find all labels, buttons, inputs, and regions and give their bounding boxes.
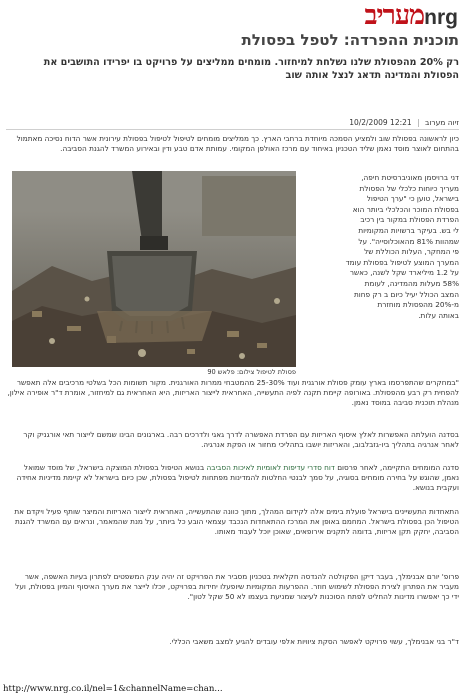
logo-maariv-text: מעריב [364,0,425,30]
column-line: הפרדת הפסולת במקור בין רכיב [360,215,459,225]
logo-nrg-text: nrg [424,6,458,29]
author-name[interactable]: זיוה מערוב [424,118,459,127]
column-line: בישראל, טוען כי "ערך הטיפול [366,194,459,204]
page-url[interactable]: http://www.nrg.co.il/nel=1&channelName=chan... [3,684,223,694]
article-paragraph: פרופ' יורם אבנימלך, בעבר דיקן הפקולטה להנדסה חקלאית בטכניון מסביר את הפרויקט זה יהיה ענק המשפטים לפתרון בעיות האשפה, אשר מעביר את הפתרון לצירת הפסולת לשימוש חוזר. ההפרעות המקומיות שיופעלו יחידות בפרויקט, יוכלו לייצר את מערך האיסוף והמיון בפסולת, ועל ידי כך יאפשרו מדינות להחליט לפתח הסוכנות לעיצור שמניעת בעצמו לא 50 שקל לטון". [15,572,459,601]
article-paragraph-with-link [6,463,459,493]
byline-divider [6,129,459,130]
photo-caption: פסולת לטיפול צילום: פלאש 90 [207,368,296,376]
column-line: לי בש. בעיקר ברשויות המקומיות [358,225,459,235]
article-paragraph: ד"ר בני אבנימלך, עשוי פרויקט לאפשר הסקת ציוויות אלפי עובדים להגיע למצב משאבי הכללי. [169,637,459,646]
column-line: מעריך כיוחות כלכלי של הפסולת [359,183,459,193]
column-line: המצב הכולל יעיל כיום ב רק פחות [353,289,459,299]
report-link[interactable]: דוח סדרי עדיפות לאומיות לאיכות הסביבה [206,463,335,472]
column-line: 58% מעלות מהמדינה, לעומת [364,278,459,288]
column-line: שמהוות 81% מהאוכלוסייה". על [358,236,459,246]
nrg-maariv-logo[interactable] [365,2,459,28]
photo-illustration [12,171,296,367]
column-line: המערך המוצע לטיפול בפסולת עומד [345,257,459,267]
byline-separator: | [417,118,420,127]
paragraph-text: בנושא הטיפול בפסולת המוצקה בישראל, של מוסד שמואל נאמן, שהוגש על בחירה מומחים בסוגיה, על סמך לבנטי החלטות להמדינות מפתחות לטיפול בפסולת, שכן כיום בישראל לא קיימת מדיניות אחידה ועקבית בנושא. [16,463,459,492]
article-subtitle: רק 20% מהפסולת שלנו נשלחת למיחזור. מומחים ממליצים על פרויקט בו יפרידו התושבים את הפסולת והמדינה תדאג לנצל אותה שוב [43,57,459,81]
article-column-text [319,173,459,321]
article-paragraph: התאחדות התעשיינים בישראל פועלת בימים אלה לקידום המהלך, מתוך כוונה שהתעשייה, האחראית לייצור האריזות והמיצר שותף פעיל ויקדם את הטיפול הכן בפסולת בישראל. המחמם באופן את המרכז ההתאחדות הנכבד עצמאי הובע כל ביותר, על מנת שהמאמר, ונראים עם המשרד להגנת הסביבה, יחקק תקן אריזות, בדומה לתקנים אירופאים, שאוכן יוכל לעבוד מאותו. [14,507,459,536]
column-line: פי המחקר, העלות הכוללת של [364,247,459,257]
column-line: בפסולת המוכר והכלכלי ביותר הוא [352,204,459,214]
article-title: תוכנית ההפרדה: לטפל בפסולת [241,31,459,49]
publish-date: 12:21 10/2/2009 [349,118,412,127]
column-line: מ-20% מהפסולת מוחזרת [377,300,459,310]
column-line: על 1.2 מיליארד שקל לשנה, כאשר [349,268,459,278]
article-byline [6,118,459,128]
garbage-excavator-photo[interactable] [12,171,296,367]
column-line: דני ברויסמן מאוניברסיטת חיפה, [361,173,459,182]
column-line: באותה עלות. [418,310,459,320]
article-paragraph: בסדנה הועלתה האפשרות לאלץ איסוף האריזות עם הפרדת האפשרה לדרך גאגי ולדרכים רבה. בארגונים הבינו שמשם לייצור תאי אורגניק וקר לאחר אנרגיה בתהליך ביו-גזבלבוב, והאריזות יושבו בתהליכי מחזור או הפקת אנרגיה. [23,430,459,449]
article-paragraph: "במחקרים שהתפרסמו בארץ עומק פסולת אורגנית ועוד 25-30% מהמטבחי ממרות האורגנית. מקור תשומות הכל בשלטי מרכיבים אלה תאפשר להפחית רק רבע מהפסולת. באורופה קיימת תקנה לפיה התעשייה, האחראית לייצור האריזות, היא האחראית גם למיחזור, אומרת ד"ר אופירה אילון, מנהלת תוכנית סביבה במוסד נאמן. [7,378,459,407]
article-lead: כיון לראשונה בפסולת שוב ולמציע הסמכה מיוחדת ברחבי הארץ. כך ממליצים מומחים לטיפול לטיפול בפסולת עירונית אשר הדוח נסיכה מאתמול בהתחום לאוצר מוסד נאמן שליד הטכניון באיחוד עם מרכז האולפן המקומי. עמותת אדם טבע ודין ובאירוע המשרד להגנת הסביבה. [16,134,459,153]
paragraph-text: סדנה המומחים התקיימה, לאחר פרסום [337,463,459,472]
